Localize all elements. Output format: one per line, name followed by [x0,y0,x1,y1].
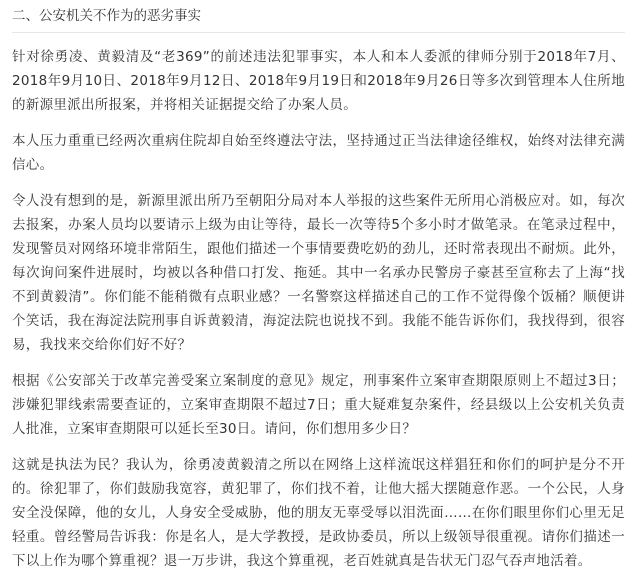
paragraph-law-abiding: 本人压力重重已经两次重病住院却自始至终遵法守法，坚持通过正当法律途径维权，始终对法律充满信心。 [12,133,625,173]
paragraph-report-dates: 针对徐勇凌、黄毅清及“老369”的前述违法犯罪事实，本人和本人委派的律师分别于2018年7月、2018年9月10日、2018年9月12日、2018年9月19日和2018年9月26日等多次到管理本人住所地的新源里派出所报案，并将相关证据提交给了办案人员。 [12,49,625,113]
section-title: 二、公安机关不作为的恶劣事实 [12,6,625,33]
paragraph-law-enforcement: 这就是执法为民？我认为，徐勇凌黄毅清之所以在网络上这样流氓这样猖狂和你们的呵护是分不开的。徐犯罪了，你们鼓励我宽容，黄犯罪了，你们找不着，让他大摇大摆随意作恶。一个公民，人身安全没保障，他的女儿，人身安全受威胁，他的朋友无辜受辱以泪洗面……在你们眼里你们心里无足轻重。曾经警局告诉我：你是名人，是大学教授，是政协委员，所以上级领导很重视。请你们描述一下以上作为哪个算重视？退一万步讲，我这个算重视，老百姓就真是告状无门忍气吞声地活着。 [12,457,625,569]
paragraph-filing-deadlines: 根据《公安部关于改革完善受案立案制度的意见》规定，刑事案件立案审查期限原则上不超过3日；涉嫌犯罪线索需要查证的，立案审查期限不超过7日；重大疑难复杂案件，经县级以上公安机关负责人批准，立案审查期限可以延长至30日。请问，你们想用多少日？ [12,373,625,437]
paragraph-police-inaction: 令人没有想到的是，新源里派出所乃至朝阳分局对本人举报的这些案件无所用心消极应对。如，每次去报案，办案人员均以要请示上级为由让等待，最长一次等待5个多小时才做笔录。在笔录过程中，发现警员对网络环境非常陌生，跟他们描述一个事情要费吃奶的劲儿，还时常表现出不耐烦。此外，每次询问案件进展时，均被以各种借口打发、拖延。其中一名承办民警房子豪甚至宣称去了上海“找不到黄毅清”。你们能不能稍微有点职业感？一名警察这样描述自己的工作不觉得像个饭桶？顺便讲个笑话，我在海淀法院刑事自诉黄毅清，海淀法院也说找不到。我能不能告诉你们，我找得到，很容易，我找来交给你们好不好？ [12,193,625,353]
